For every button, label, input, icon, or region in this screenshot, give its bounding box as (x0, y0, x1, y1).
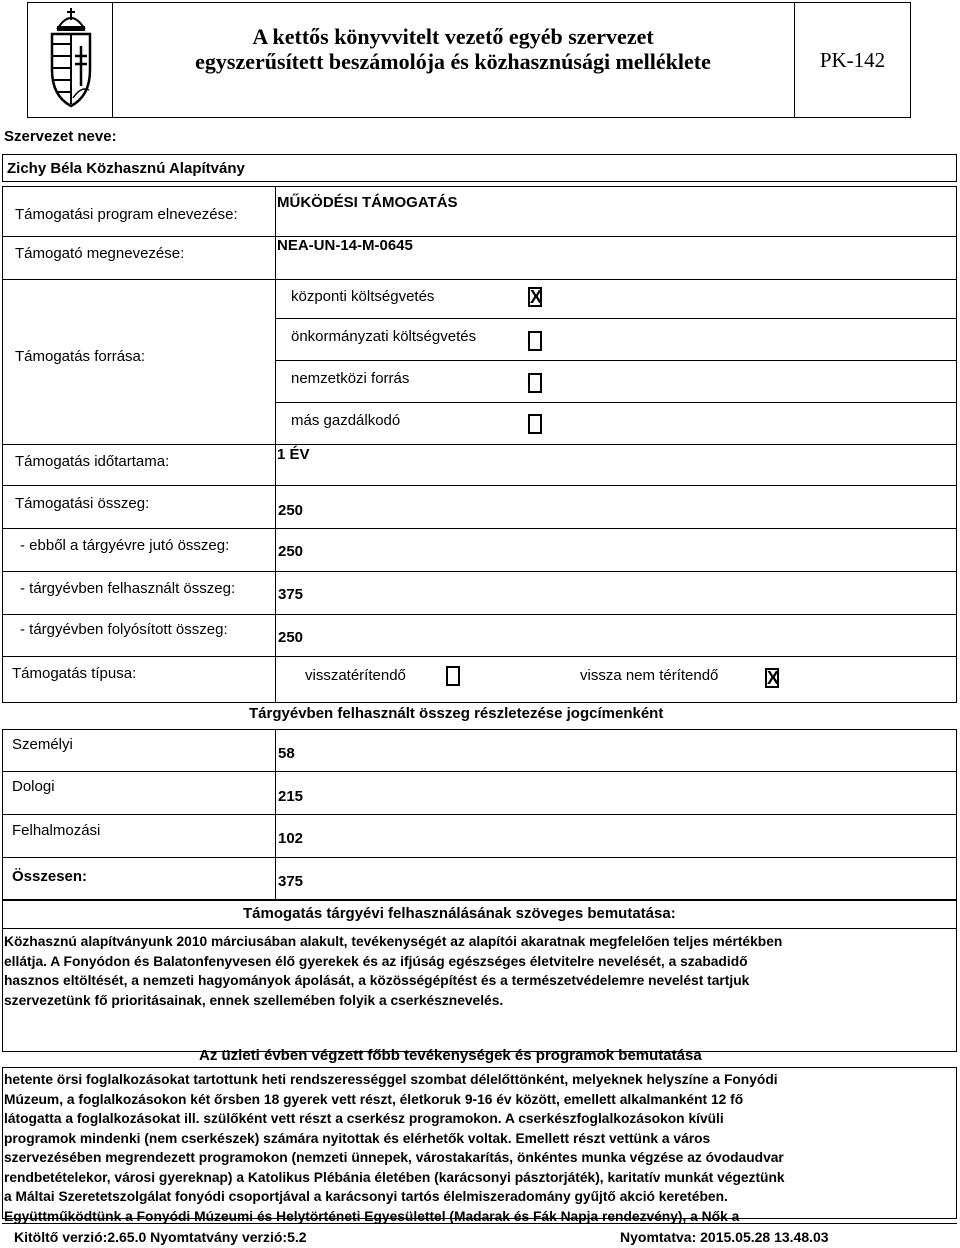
activities-line: a Máltai Szeretetszolgálat fonyódi csoportjával a karácsonyi tartós élelmiszeradomány gyűjtő akció keretében. (4, 1189, 728, 1204)
source-checkbox-central[interactable]: X (530, 287, 543, 307)
activities-line: Múzeum, a foglalkozásokon két őrsben 18 gyerek vett részt, életkoruk 9-16 év között, emellett alkalmanként 12 fő (4, 1091, 744, 1107)
row-divider (275, 402, 957, 403)
row-divider (275, 360, 957, 361)
program-name-value: MŰKÖDÉSI TÁMOGATÁS (277, 194, 458, 211)
row-divider (275, 318, 957, 319)
personal-value: 58 (278, 745, 295, 762)
paid-amount-value: 250 (278, 629, 304, 646)
activities-line: szervezésében megrendezett programokon (nemzeti ünnepek, várostakarítás, önkéntes munka végzése az óvodaudvar (4, 1150, 784, 1165)
row-divider (2, 528, 957, 529)
activities-line: rendbetételekor, városi gyereknap) a Katolikus Plébánia életében (karácsonyi pásztorjáték), karitatív munkát végeztünk (4, 1169, 785, 1185)
row-divider (2, 279, 957, 280)
supporter-value: NEA-UN-14-M-0645 (277, 237, 413, 254)
breakdown-total-value: 375 (278, 873, 304, 890)
row-divider (2, 857, 957, 858)
activities-line: hetente örsi foglalkozásokat tartottunk heti rendszerességgel szombat délelőttönként, melyeknek helyszíne a Fonyódi (4, 1072, 778, 1087)
support-amount-label: Támogatási összeg: (15, 495, 150, 512)
year-share-label: - ebből a tárgyévre jutó összeg: (20, 537, 230, 554)
source-label: Támogatás forrása: (15, 348, 146, 365)
activities-line: látogatta a foglalkozásokat ill. szülőként vett részt a cserkész programokon. A cserkészfoglalkozásokon kívüli (4, 1111, 724, 1126)
breakdown-heading: Tárgyévben felhasznált összeg részletezése jogcímenként (249, 705, 664, 722)
usage-line: ellátja. A Fonyódon és Balatonfenyvesen élő gyerekek és az ifjúság egészséges életvitelre nevelését, a szabadidő (4, 953, 748, 969)
page-title-line1: A kettős könyvvitelt vezető egyéb szervezet (252, 24, 654, 49)
support-amount-value: 250 (278, 502, 304, 519)
material-label: Dologi (12, 778, 55, 795)
source-option-label: központi költségvetés (291, 288, 435, 305)
row-divider (2, 444, 957, 445)
nonrefundable-checkbox[interactable]: X (767, 668, 780, 688)
row-divider (2, 928, 957, 929)
footer-print-date: Nyomtatva: 2015.05.28 13.48.03 (620, 1229, 829, 1245)
usage-line: Közhasznú alapítványunk 2010 márciusában alakult, tevékenységét az alapítói akaratnak megfelelően teljes mértékben (4, 934, 783, 949)
source-option-label: önkormányzati költségvetés (291, 328, 477, 345)
nonrefundable-label: vissza nem térítendő (580, 667, 719, 684)
row-divider (2, 656, 957, 657)
source-checkbox-international[interactable] (528, 373, 542, 393)
coat-of-arms-icon (46, 6, 96, 110)
row-divider (2, 814, 957, 815)
activities-description (4, 1070, 954, 1226)
usage-line: hasznos eltöltését, a nemzeti hagyományok ápolását, a közösségépítést és a természetvédelemre nevelést tartjuk (4, 973, 750, 988)
usage-heading: Támogatás tárgyévi felhasználásának szöveges bemutatása: (243, 905, 676, 922)
breakdown-total-label: Összesen: (12, 868, 88, 885)
personal-label: Személyi (12, 736, 73, 753)
row-divider (2, 614, 957, 615)
usage-description (4, 932, 954, 1010)
row-divider (2, 485, 957, 486)
refundable-label: visszatérítendő (305, 667, 406, 684)
year-share-value: 250 (278, 543, 304, 560)
source-option-label: nemzetközi forrás (291, 370, 410, 387)
material-value: 215 (278, 788, 304, 805)
refundable-checkbox[interactable] (446, 666, 460, 686)
organization-label: Szervezet neve: (4, 128, 117, 145)
source-checkbox-municipal[interactable] (528, 331, 542, 351)
supporter-label: Támogató megnevezése: (15, 245, 185, 262)
duration-value: 1 ÉV (277, 446, 310, 463)
capital-value: 102 (278, 830, 304, 847)
row-divider (2, 571, 957, 572)
used-amount-value: 375 (278, 586, 304, 603)
footer-version: Kitöltő verzió:2.65.0 Nyomtatvány verzió:5.2 (14, 1229, 307, 1245)
activities-line: Együttműködtünk a Fonyódi Múzeumi és Helytörténeti Egyesülettel (Madarak és Fák Napja rendezvény), a Nők a (4, 1208, 740, 1224)
paid-amount-label: - tárgyévben folyósított összeg: (20, 621, 228, 638)
usage-line: szervezetünk fő prioritásainak, ennek szellemében folyik a cserkésznevelés. (4, 992, 504, 1008)
duration-label: Támogatás időtartama: (15, 453, 170, 470)
program-name-label: Támogatási program elnevezése: (15, 206, 238, 223)
footer-divider (2, 1223, 957, 1224)
used-amount-label: - tárgyévben felhasznált összeg: (20, 580, 236, 597)
row-divider (2, 771, 957, 772)
organization-name: Zichy Béla Közhasznú Alapítvány (7, 160, 245, 177)
capital-label: Felhalmozási (12, 822, 101, 839)
activities-heading: Az üzleti évben végzett főbb tevékenységek és programok bemutatása (199, 1047, 702, 1064)
page-title-line2: egyszerűsített beszámolója és közhasznúsági melléklete (195, 49, 711, 74)
row-divider (2, 236, 957, 237)
source-option-label: más gazdálkodó (291, 412, 401, 429)
source-checkbox-other-business[interactable] (528, 414, 542, 434)
activities-line: programok mindenki (nem cserkészek) számára nyitottak és elérhetők voltak. Emellett részt vettünk a város (4, 1130, 711, 1146)
form-code: PK-142 (819, 48, 886, 72)
support-type-label: Támogatás típusa: (12, 665, 137, 682)
